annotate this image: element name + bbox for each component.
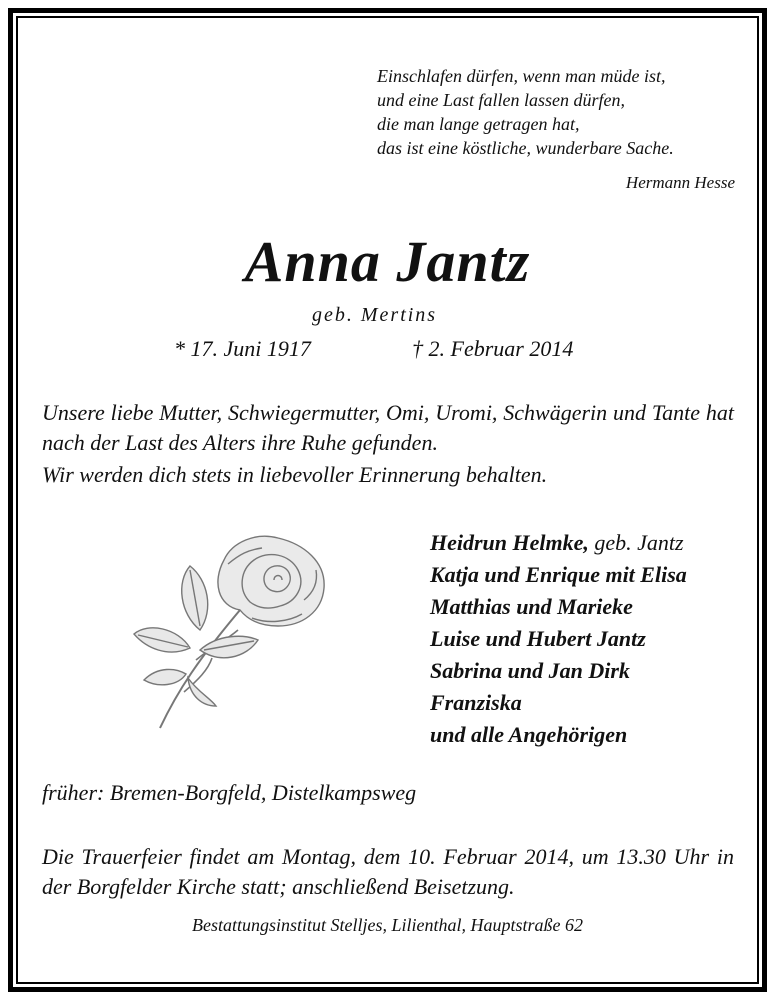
birth-name: geb. Mertins [312, 304, 438, 326]
inner-border [16, 16, 759, 984]
message-paragraph: Unsere liebe Mutter, Schwiegermutter, Omi, Uromi, Schwägerin und Tante hat nach der Last des Alters ihre Ruhe gefunden. [42, 400, 734, 455]
mourner: Matthias und Marieke [430, 594, 633, 619]
death-date: † 2. Februar 2014 [412, 336, 574, 361]
undertaker-info: Bestattungsinstitut Stelljes, Lilienthal, Hauptstraße 62 [192, 915, 583, 935]
mourner [430, 527, 687, 559]
service-info: Die Trauerfeier findet am Montag, dem 10. Februar 2014, um 13.30 Uhr in der Borgfelder Kirche statt; anschließend Beisetzung. [42, 844, 734, 899]
quote [377, 64, 674, 160]
mourners-list [430, 527, 687, 751]
mourner: Luise und Hubert Jantz [430, 626, 646, 651]
message-paragraph: Wir werden dich stets in liebevoller Erinnerung behalten. [42, 462, 548, 487]
mourner-name: Heidrun Helmke, [430, 530, 589, 555]
mourner: Sabrina und Jan Dirk [430, 658, 630, 683]
quote-line: Einschlafen dürfen, wenn man müde ist, [377, 66, 666, 86]
mourner: und alle Angehörigen [430, 722, 628, 747]
rose-icon [128, 530, 333, 735]
quote-line: das ist eine köstliche, wunderbare Sache. [377, 138, 674, 158]
deceased-name: Anna Jantz [244, 229, 531, 294]
quote-line: die man lange getragen hat, [377, 114, 580, 134]
former-address: früher: Bremen-Borgfeld, Distelkampsweg [42, 780, 417, 805]
mourner: Franziska [430, 690, 522, 715]
birth-date: * 17. Juni 1917 [174, 336, 311, 361]
quote-line: und eine Last fallen lassen dürfen, [377, 90, 625, 110]
mourner-note: geb. Jantz [588, 530, 684, 555]
quote-author: Hermann Hesse [625, 173, 735, 192]
mourner: Katja und Enrique mit Elisa [430, 562, 687, 587]
